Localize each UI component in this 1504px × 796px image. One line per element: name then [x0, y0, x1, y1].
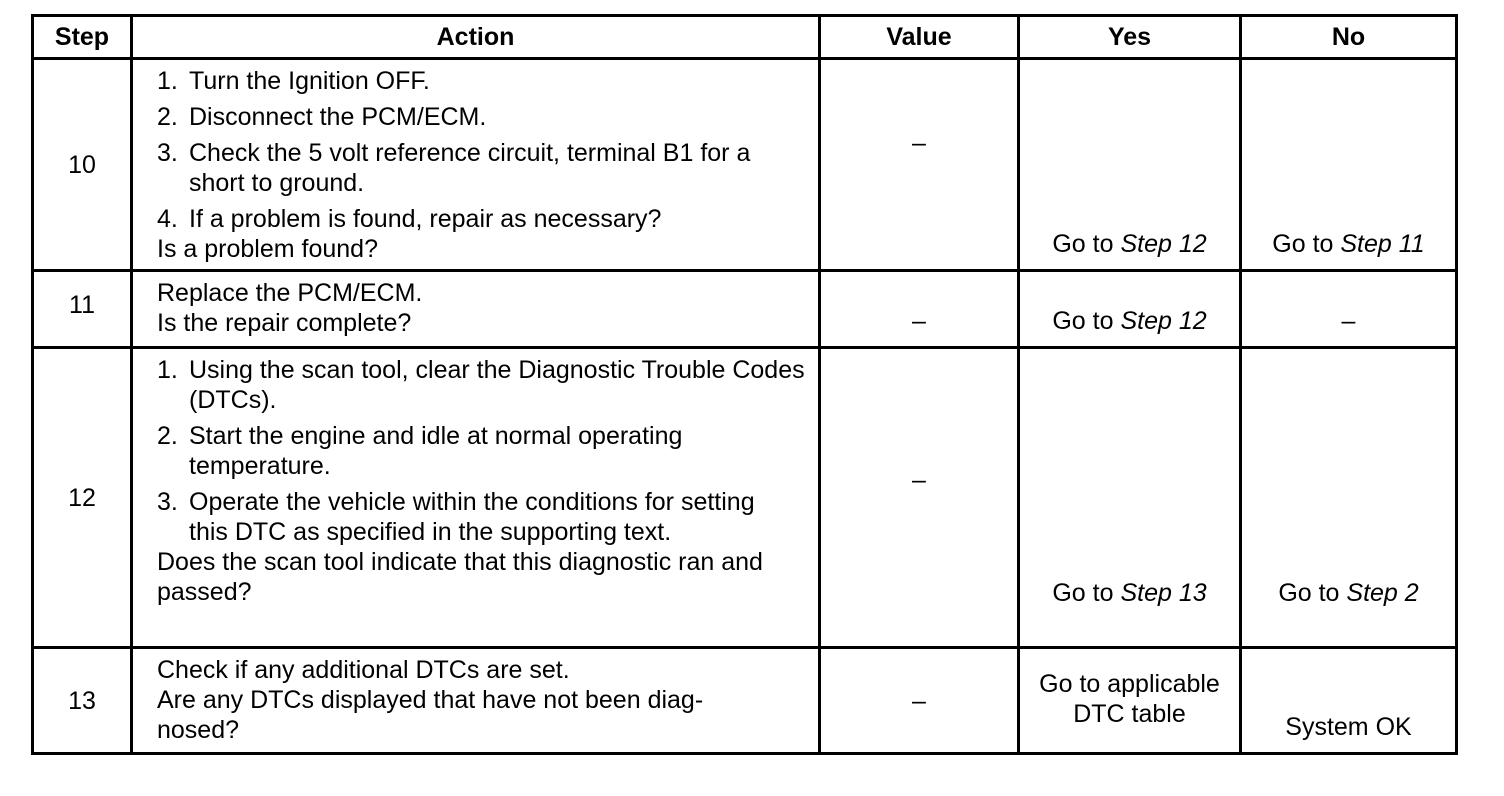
no-cell: Go to Step 11	[1241, 59, 1457, 271]
value-cell: –	[820, 648, 1019, 754]
action-step: 2. Start the engine and idle at normal operating temperature.	[157, 422, 683, 480]
action-question: Does the scan tool indicate that this diagnostic ran and passed?	[157, 548, 763, 606]
table-row	[33, 348, 1457, 648]
yes-cell: Go to Step 13	[1019, 348, 1241, 648]
action-step: 1. Using the scan tool, clear the Diagnostic Trouble Codes (DTCs).	[157, 356, 805, 414]
yes-cell: Go to Step 12	[1019, 271, 1241, 348]
header-yes: Yes	[1019, 16, 1241, 59]
table-row	[33, 59, 1457, 271]
action-line: Check if any additional DTCs are set.	[157, 656, 570, 684]
yes-cell: Go to Step 12	[1019, 59, 1241, 271]
action-question: Is a problem found?	[157, 235, 378, 263]
table-row	[33, 648, 1457, 754]
yes-cell: Go to applicable DTC table	[1019, 648, 1241, 754]
action-question: Is the repair complete?	[157, 309, 412, 337]
header-step: Step	[33, 16, 132, 59]
header-no: No	[1241, 16, 1457, 59]
action-line: Replace the PCM/ECM.	[157, 279, 423, 307]
action-steps	[157, 355, 806, 547]
action-cell	[132, 348, 820, 648]
step-number: 11	[33, 271, 132, 348]
action-steps	[157, 66, 806, 234]
no-cell: Go to Step 2	[1241, 348, 1457, 648]
action-step: 4. If a problem is found, repair as necessary?	[157, 205, 662, 233]
value-cell: –	[820, 348, 1019, 648]
step-link: Step 12	[1120, 307, 1207, 335]
action-question: Are any DTCs displayed that have not been diag-nosed?	[157, 686, 704, 744]
table-row	[33, 271, 1457, 348]
action-step: 2. Disconnect the PCM/ECM.	[157, 103, 487, 131]
action-step: 3. Operate the vehicle within the conditions for setting this DTC as specified in the supporting text.	[157, 488, 755, 546]
action-cell	[132, 59, 820, 271]
value-cell: –	[820, 59, 1019, 271]
diagnostic-table	[31, 14, 1458, 755]
action-step: 1. Turn the Ignition OFF.	[157, 67, 430, 95]
no-cell: –	[1241, 271, 1457, 348]
no-cell: System OK	[1241, 648, 1457, 754]
header-value: Value	[820, 16, 1019, 59]
header-row	[33, 16, 1457, 59]
step-number: 13	[33, 648, 132, 754]
step-link: Step 2	[1346, 579, 1419, 607]
action-cell	[132, 648, 820, 754]
header-action: Action	[132, 16, 820, 59]
step-number: 10	[33, 59, 132, 271]
action-step: 3. Check the 5 volt reference circuit, terminal B1 for a short to ground.	[157, 139, 751, 197]
step-link: Step 13	[1120, 579, 1207, 607]
step-number: 12	[33, 348, 132, 648]
step-link: Step 11	[1340, 230, 1425, 258]
value-cell: –	[820, 271, 1019, 348]
step-link: Step 12	[1120, 230, 1207, 258]
action-cell	[132, 271, 820, 348]
